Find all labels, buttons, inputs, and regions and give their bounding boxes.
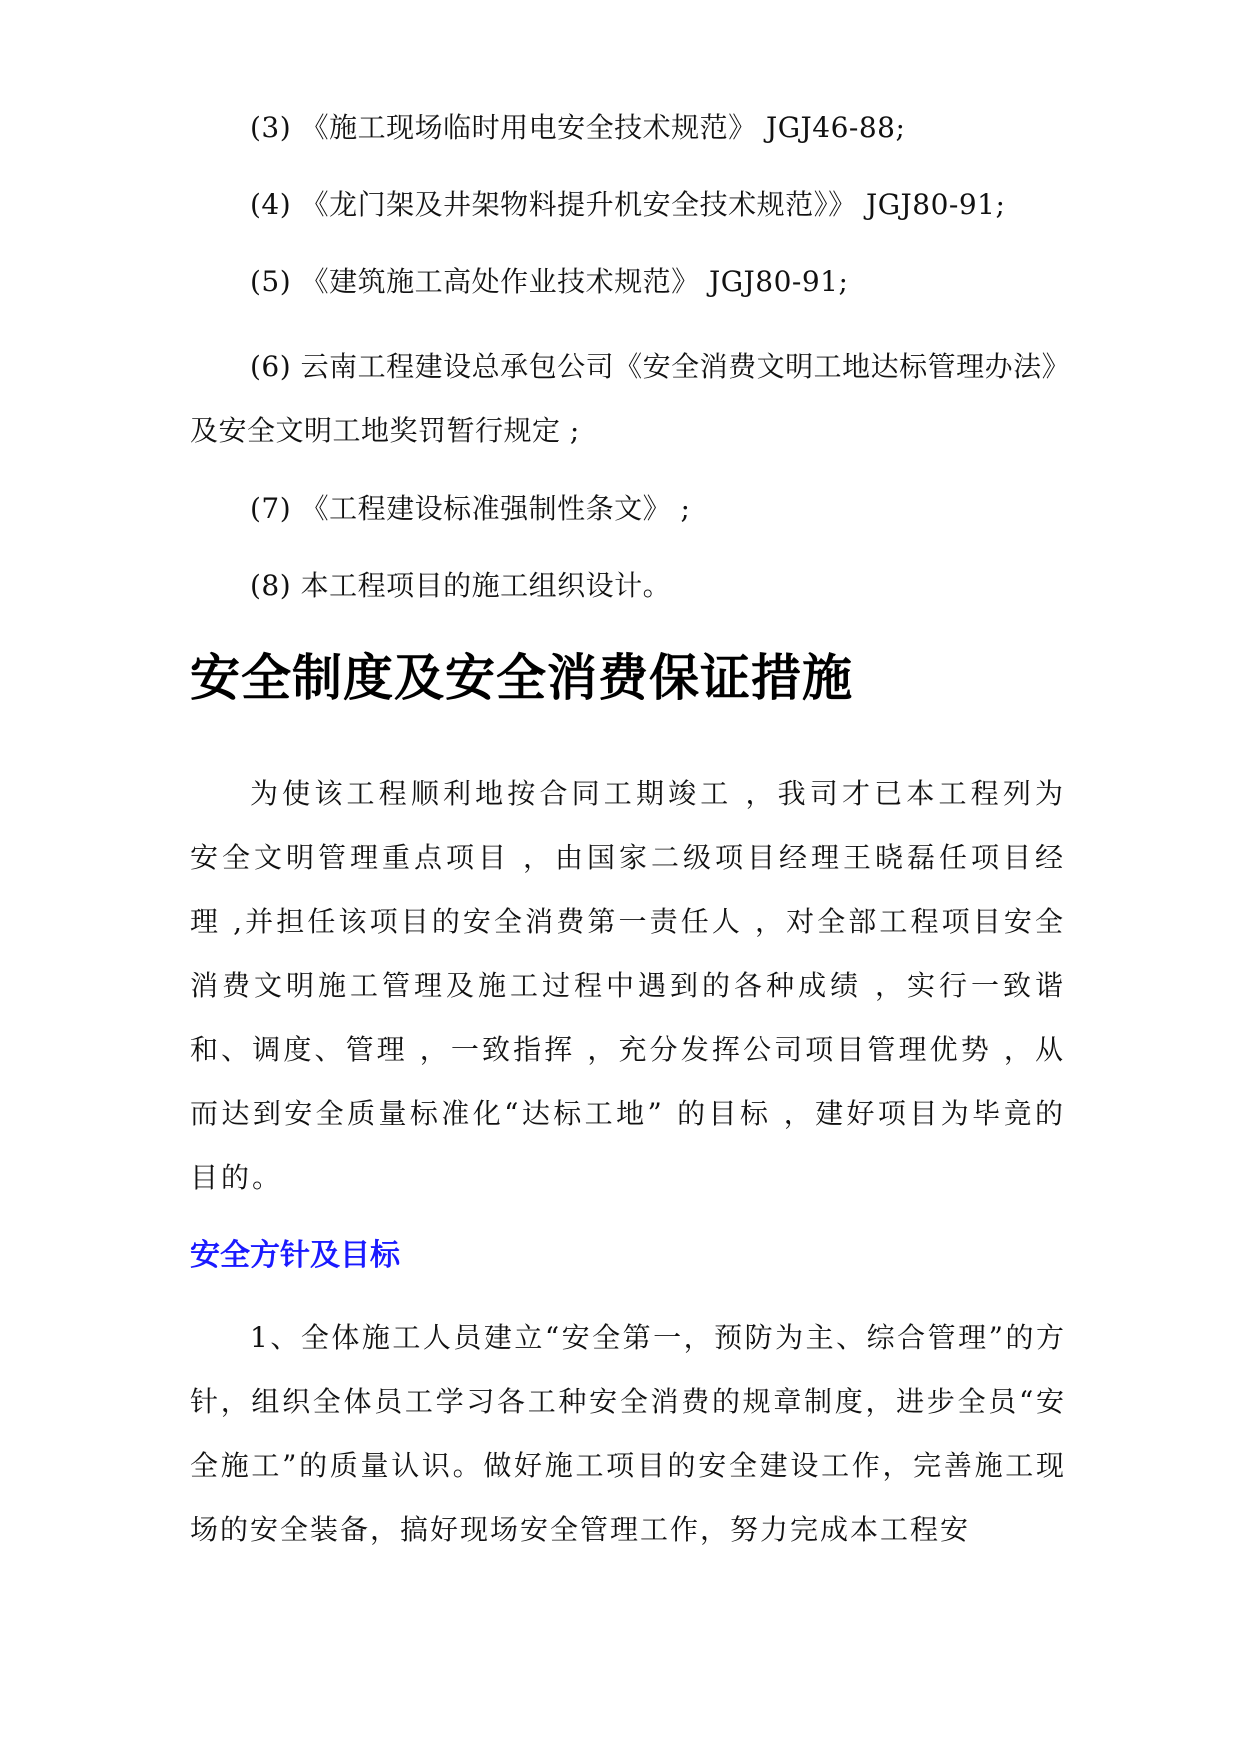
subsection-heading-safety-policy: 安全方针及目标: [190, 1238, 400, 1273]
reference-item-3: (3) 《施工现场临时用电安全技术规范》 JGJ46-88;: [250, 111, 906, 144]
reference-item-6: (6) 云南工程建设总承包公司《安全消费文明工地达标管理办法》及安全文明工地奖罚暂行规定 ;: [190, 350, 1057, 447]
section-heading-safety-system: 安全制度及安全消费保证措施: [190, 649, 853, 707]
intro-paragraph: 为使该工程顺利地按合同工期竣工 ，我司才已本工程列为安全文明管理重点项目 ，由国家二级项目经理王晓磊任项目经理 ,并担任该项目的安全消费第一责任人 ，对全部工程项目安全消费文明施工管理及施工过程中遇到的各种成绩 ，实行一致谐和、调度、管理 ，一致指挥 ，充分发挥公司项目管理优势 ，从而达到安全质量标准化“达标工地” 的目标 ，建好项目为毕竟的目的。: [190, 777, 1066, 1194]
policy-paragraph: 1、全体施工人员建立“安全第一，预防为主、综合管理”的方针，组织全体员工学习各工种安全消费的规章制度，进步全员“安全施工”的质量认识。做好施工项目的安全建设工作，完善施工现场的安全装备，搞好现场安全管理工作，努力完成本工程安: [190, 1321, 1066, 1546]
reference-item-5: (5) 《建筑施工高处作业技术规范》 JGJ80-91;: [250, 265, 849, 298]
reference-item-8: (8) 本工程项目的施工组织设计。: [250, 569, 672, 602]
document-content: [190, 104, 1066, 1584]
reference-item-7: (7) 《工程建设标准强制性条文》 ;: [250, 492, 691, 525]
reference-item-4: (4) 《龙门架及井架物料提升机安全技术规范》》 JGJ80-91;: [250, 188, 1006, 221]
